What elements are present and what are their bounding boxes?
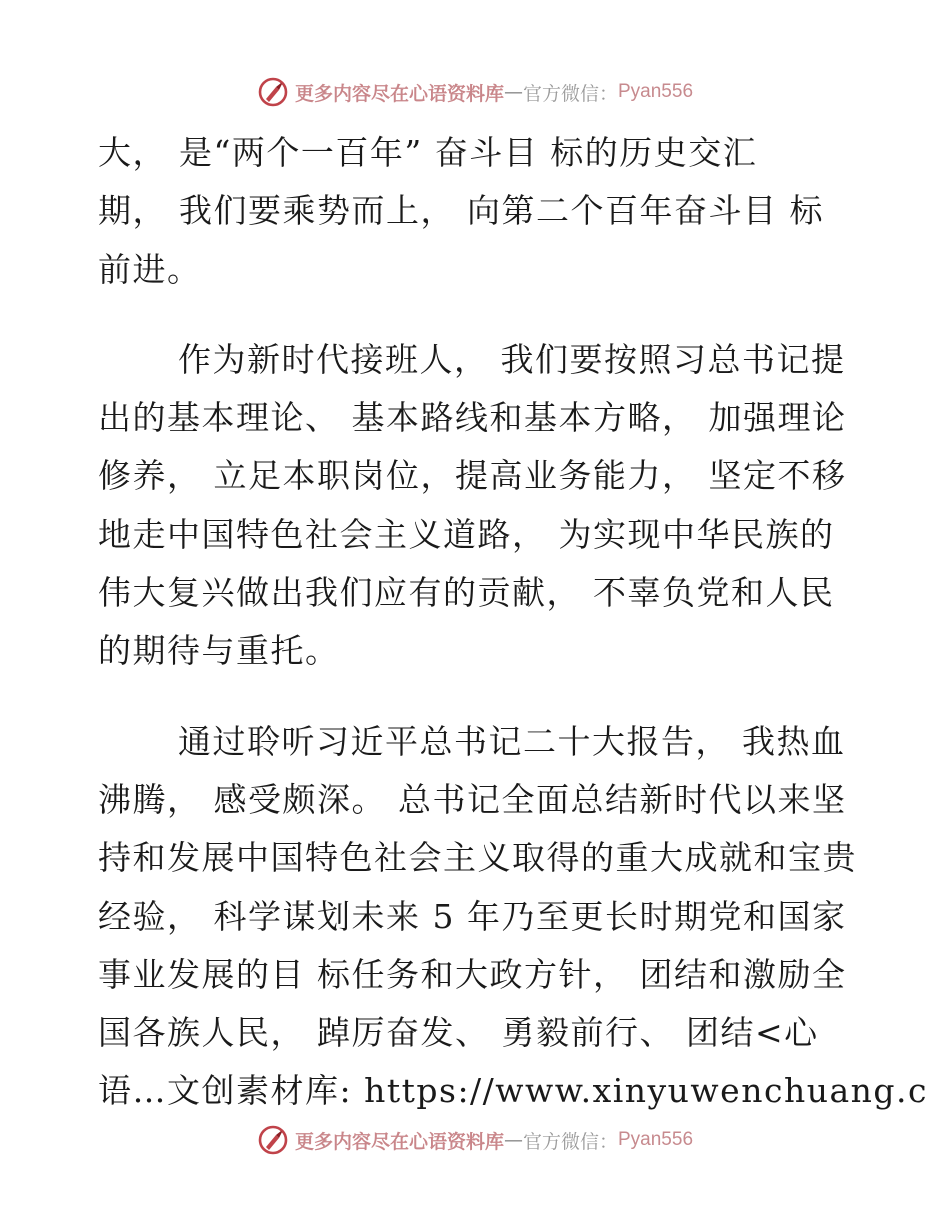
text-line: 出的基本理论、 基本路线和基本方略， 加强理论 <box>98 398 847 438</box>
text-line: 沸腾， 感受颇深。 总书记全面总结新时代以来坚 <box>98 779 847 819</box>
paragraph-3 <box>98 713 928 1121</box>
header-banner <box>0 72 950 112</box>
banner-main-text: 更多内容尽在心语资料库 <box>294 1130 504 1153</box>
text-line: 前进。 <box>98 249 202 289</box>
text-line: 伟大复兴做出我们应有的贡献， 不辜负党和人民 <box>98 573 835 613</box>
banner-dash: — <box>503 1129 523 1151</box>
banner-main-text: 更多内容尽在心语资料库 <box>294 82 504 105</box>
text-line: 修养， 立足本职岗位，提高业务能力， 坚定不移 <box>98 456 847 496</box>
footer-banner <box>0 1120 950 1160</box>
paragraph-2 <box>98 331 850 681</box>
pen-logo-icon <box>257 76 289 108</box>
text-line: 事业发展的目 标任务和大政方针， 团结和激励全 <box>98 954 847 994</box>
text-line: 通过聆听习近平总书记二十大报告， 我热血 <box>178 721 846 761</box>
paragraph-1 <box>98 124 850 299</box>
text-line: 语…文创素材库: https://www.xinyuwenchuang.c <box>98 1071 928 1111</box>
text-line: 地走中国特色社会主义道路， 为实现中华民族的 <box>98 514 835 554</box>
text-line: 国各族人民， 踔厉奋发、 勇毅前行、 团结<心 <box>98 1013 819 1053</box>
banner-wechat-label: 官方微信： <box>522 82 618 105</box>
pen-logo-icon <box>257 1124 289 1156</box>
banner-wechat-label: 官方微信： <box>522 1130 618 1153</box>
text-line: 的期待与重托。 <box>98 631 340 671</box>
text-line: 期， 我们要乘势而上， 向第二个百年奋斗目 标 <box>98 191 824 231</box>
banner-wechat-id: Pyan556 <box>618 1129 694 1150</box>
text-line: 经验， 科学谋划未来 5 年乃至更长时期党和国家 <box>98 896 847 936</box>
banner-dash: — <box>503 81 523 103</box>
document-body <box>98 124 928 1121</box>
text-line: 持和发展中国特色社会主义取得的重大成就和宝贵 <box>98 838 857 878</box>
banner-wechat-id: Pyan556 <box>618 81 694 102</box>
text-line: 大， 是“两个一百年” 奋斗目 标的历史交汇 <box>98 133 758 172</box>
text-line: 作为新时代接班人， 我们要按照习总书记提 <box>178 339 846 379</box>
